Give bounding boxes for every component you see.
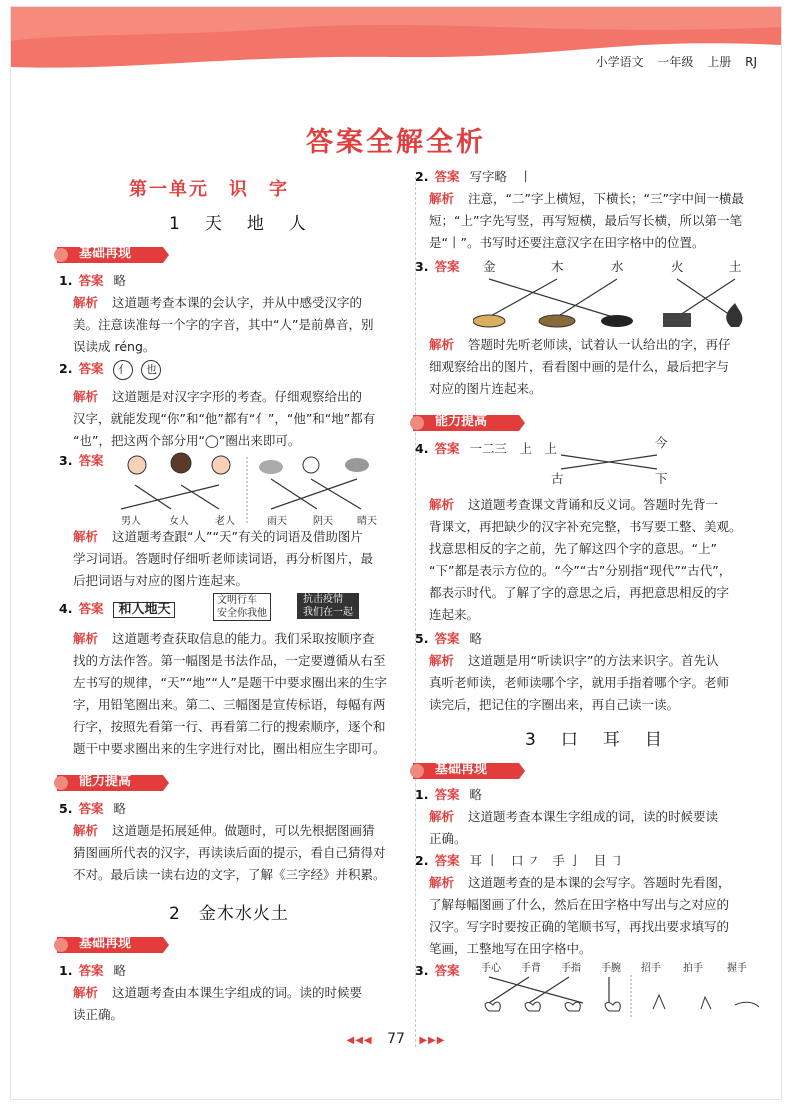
word-finger: 手指 (561, 963, 581, 974)
r-q2-analysis-1: 解析 注意，“二”字上横短，下横长；“三”字中间一横最 (429, 191, 744, 206)
l3-q2-analysis-2: 了解每幅图画了什么，然后在田字格中写出与之对应的 (429, 897, 730, 912)
q3-word-woman: 女人 (169, 516, 189, 527)
l3-q3-answer: 3. 答案 (415, 963, 460, 978)
badge-label: 基础再现 (79, 936, 132, 951)
q3-analysis-3: 后把词语与对应的图片连起来。 (73, 573, 249, 588)
q5-analysis-1: 解析 这道题是拓展延伸。做题时，可以先根据图画猜 (73, 823, 375, 838)
calligraphy-image: 和人地天 (113, 602, 175, 618)
element-water: 水 (611, 259, 624, 274)
q3-word-elder: 老人 (215, 516, 235, 527)
r-q5-analysis-1: 解析 这道题是用“听读识字”的方法来识字。首先认 (429, 653, 719, 668)
l3-q2-analysis-4: 笔画，工整地写在田字格中。 (429, 941, 592, 956)
q3-analysis-2: 学习词语。答题时仔细听老师读词语，再分析图片，最 (73, 551, 374, 566)
element-metal: 金 (483, 259, 496, 274)
q4-analysis-3: 左书写的规律，“天”“地”“人”是题干中要求圈出来的生字 (73, 675, 387, 690)
l3-q1-answer: 1. 答案 略 (415, 787, 482, 802)
q1-answer: 1. 答案 略 (59, 273, 126, 288)
q4-analysis-5: 行字，按照先看第一行、再看第二行的搜索顺序，逐个和 (73, 719, 386, 734)
word-clap: 拍手 (683, 963, 703, 974)
q2-answer: 2. 答案 亻 也 (59, 359, 169, 380)
r-q3-analysis-3: 对应的图片连起来。 (429, 381, 542, 396)
q3-answer: 3. 答案 (59, 453, 104, 468)
q2-analysis-1: 解析 这道题是对汉字字形的考查。仔细观察给出的 (73, 389, 363, 404)
lesson-2-title: 2 金木水火土 (169, 904, 289, 924)
r-q2-answer: 2. 答案 写字略 丨 (415, 169, 532, 184)
element-fire: 火 (671, 259, 684, 274)
element-earth: 土 (729, 259, 742, 274)
book-info (586, 53, 757, 70)
q4-answer: 4. 答案 和人地天 (59, 599, 179, 619)
word-ancient: 古 (551, 471, 564, 486)
l3-q2-answer: 2. 答案 耳 丨 口 ㇇ 手 亅 目 ㇆ (415, 853, 623, 868)
r-q4-analysis-2: 背课文，再把缺少的汉字补充完整，书写要工整、美观。 (429, 519, 742, 534)
r-q4-analysis-3: 找意思相反的字之前，先了解这四个字的意思。“上” (429, 541, 717, 556)
q5-analysis-2: 猜图画所代表的汉字，再读读后面的提示，看自己猜得对 (73, 845, 386, 860)
r-q5-answer: 5. 答案 略 (415, 631, 482, 646)
r-q3-answer: 3. 答案 (415, 259, 460, 274)
q1-analysis-1: 解析 这道题考查本课的会认字，并从中感受汉字的 (73, 295, 363, 310)
r-q4-answer: 4. 答案 一二三 上 上 (415, 441, 557, 456)
q1-analysis-3: 误读成 réng。 (73, 339, 156, 354)
q5-analysis-3: 不对。最后读一读右边的文字，了解《三字经》并积累。 (73, 867, 386, 882)
grade-label: 一年级 (657, 55, 694, 69)
antonym-matching-lines (551, 453, 671, 471)
l3-q2-analysis-1: 解析 这道题考查的是本课的会写字。答题时先看图， (429, 875, 731, 890)
q3-word-sunny: 晴天 (357, 516, 377, 527)
l3-q2-analysis-3: 汉字。写字时要按正确的笔顺书写，再找出要求填写的 (429, 919, 730, 934)
word-wave: 招手 (641, 963, 661, 974)
hand-matching-diagram (473, 975, 763, 1019)
q4-analysis-4: 字，用铅笔圈出来。第二、三幅图是宣传标语，每幅有两 (73, 697, 386, 712)
l3-q1-analysis-1: 解析 这道题考查本课生字组成的词，读的时候要读 (429, 809, 719, 824)
word-wrist: 手腕 (601, 963, 621, 974)
badge-label: 能力提高 (79, 774, 132, 789)
column-divider (415, 177, 416, 1047)
circled-radical: 亻 (113, 360, 133, 380)
r-q3-analysis-1: 解析 答题时先听老师读，试着认一认给出的字，再仔 (429, 337, 731, 352)
word-down: 下 (655, 471, 668, 486)
l3-q1-analysis-2: 正确。 (429, 831, 467, 846)
epidemic-slogan: 抗击疫情 我们在一起 (297, 593, 359, 619)
r-q5-analysis-3: 读完后，把记住的字圈出来，再自己读一读。 (429, 697, 680, 712)
r-q4-analysis-1: 解析 这道题考查课文背诵和反义词。答题时先背一 (429, 497, 719, 512)
badge-label: 能力提高 (435, 414, 488, 429)
page-number: 77 (387, 1031, 405, 1047)
r-q4-analysis-4: “下”都是表示方位的。“今”“古”分别指“现代”“古代”， (429, 563, 732, 578)
q4-analysis-1: 解析 这道题考查获取信息的能力。我们采取按顺序查 (73, 631, 375, 646)
q4-analysis-6: 题干中要求圈出来的生字进行对比，圈出相应生字即可。 (73, 741, 386, 756)
q4-analysis-2: 找的方法作答。第一幅图是书法作品，一定要遵循从右至 (73, 653, 386, 668)
l2-q1-answer: 1. 答案 略 (59, 963, 126, 978)
q3-word-man: 男人 (121, 516, 141, 527)
edition-label: RJ (745, 55, 757, 69)
answer-page (10, 6, 782, 1100)
r-q4-analysis-5: 都表示时代。了解了字的意思之后，再把意思相反的字 (429, 585, 730, 600)
q3-analysis-1: 解析 这道题考查跟“人”“天”有关的词语及借助图片 (73, 529, 363, 544)
page-title: 答案全解全析 (306, 127, 486, 158)
word-present: 今 (655, 435, 668, 450)
q2-analysis-2: 汉字，就能发现“你”和“他”都有“亻”，“他”和“地”都有 (73, 411, 376, 426)
badge-label: 基础再现 (435, 762, 488, 777)
circled-component: 也 (141, 360, 161, 380)
r-q4-analysis-6: 连起来。 (429, 607, 480, 622)
q1-analysis-2: 美。注意读准每一个字的字音，其中“人”是前鼻音，别 (73, 317, 374, 332)
word-handshake: 握手 (727, 963, 747, 974)
subject-label: 小学语文 (595, 55, 644, 69)
q2-analysis-3: “也”，把这两个部分用“◯”圈出来即可。 (73, 433, 301, 448)
element-wood: 木 (551, 259, 564, 274)
five-elements-matching (473, 277, 753, 329)
q3-word-cloudy: 阴天 (313, 516, 333, 527)
r-q2-analysis-2: 短；“上”字先写竖，再写短横，最后写长横，所以第一笔 (429, 213, 742, 228)
l2-q1-analysis-1: 解析 这道题考查由本课生字组成的词。读的时候要 (73, 985, 363, 1000)
word-back-of-hand: 手背 (521, 963, 541, 974)
prev-arrows: ◀◀◀ (346, 1035, 373, 1046)
page-footer (11, 1031, 781, 1047)
q3-matching-diagram (115, 451, 395, 527)
r-q2-analysis-3: 是“丨”。书写时还要注意汉字在田字格中的位置。 (429, 235, 705, 250)
q3-word-rainy: 雨天 (267, 516, 287, 527)
badge-label: 基础再现 (79, 246, 132, 261)
lesson-3-title: 3 口 耳 目 (525, 730, 666, 750)
q5-answer: 5. 答案 略 (59, 801, 126, 816)
traffic-slogan: 文明行车 安全你我他 (213, 593, 271, 621)
l2-q1-analysis-2: 读正确。 (73, 1007, 124, 1022)
volume-label: 上册 (707, 55, 732, 69)
r-q5-analysis-2: 真听老师读，老师读哪个字，就用手指着哪个字。老师 (429, 675, 730, 690)
r-q3-analysis-2: 细观察给出的图片，看看图中画的是什么，最后把字与 (429, 359, 730, 374)
lesson-1-title: 1 天 地 人 (169, 214, 310, 234)
unit-title: 第一单元 识 字 (129, 179, 289, 200)
word-palm: 手心 (481, 963, 501, 974)
next-arrows: ▶▶▶ (419, 1035, 446, 1046)
